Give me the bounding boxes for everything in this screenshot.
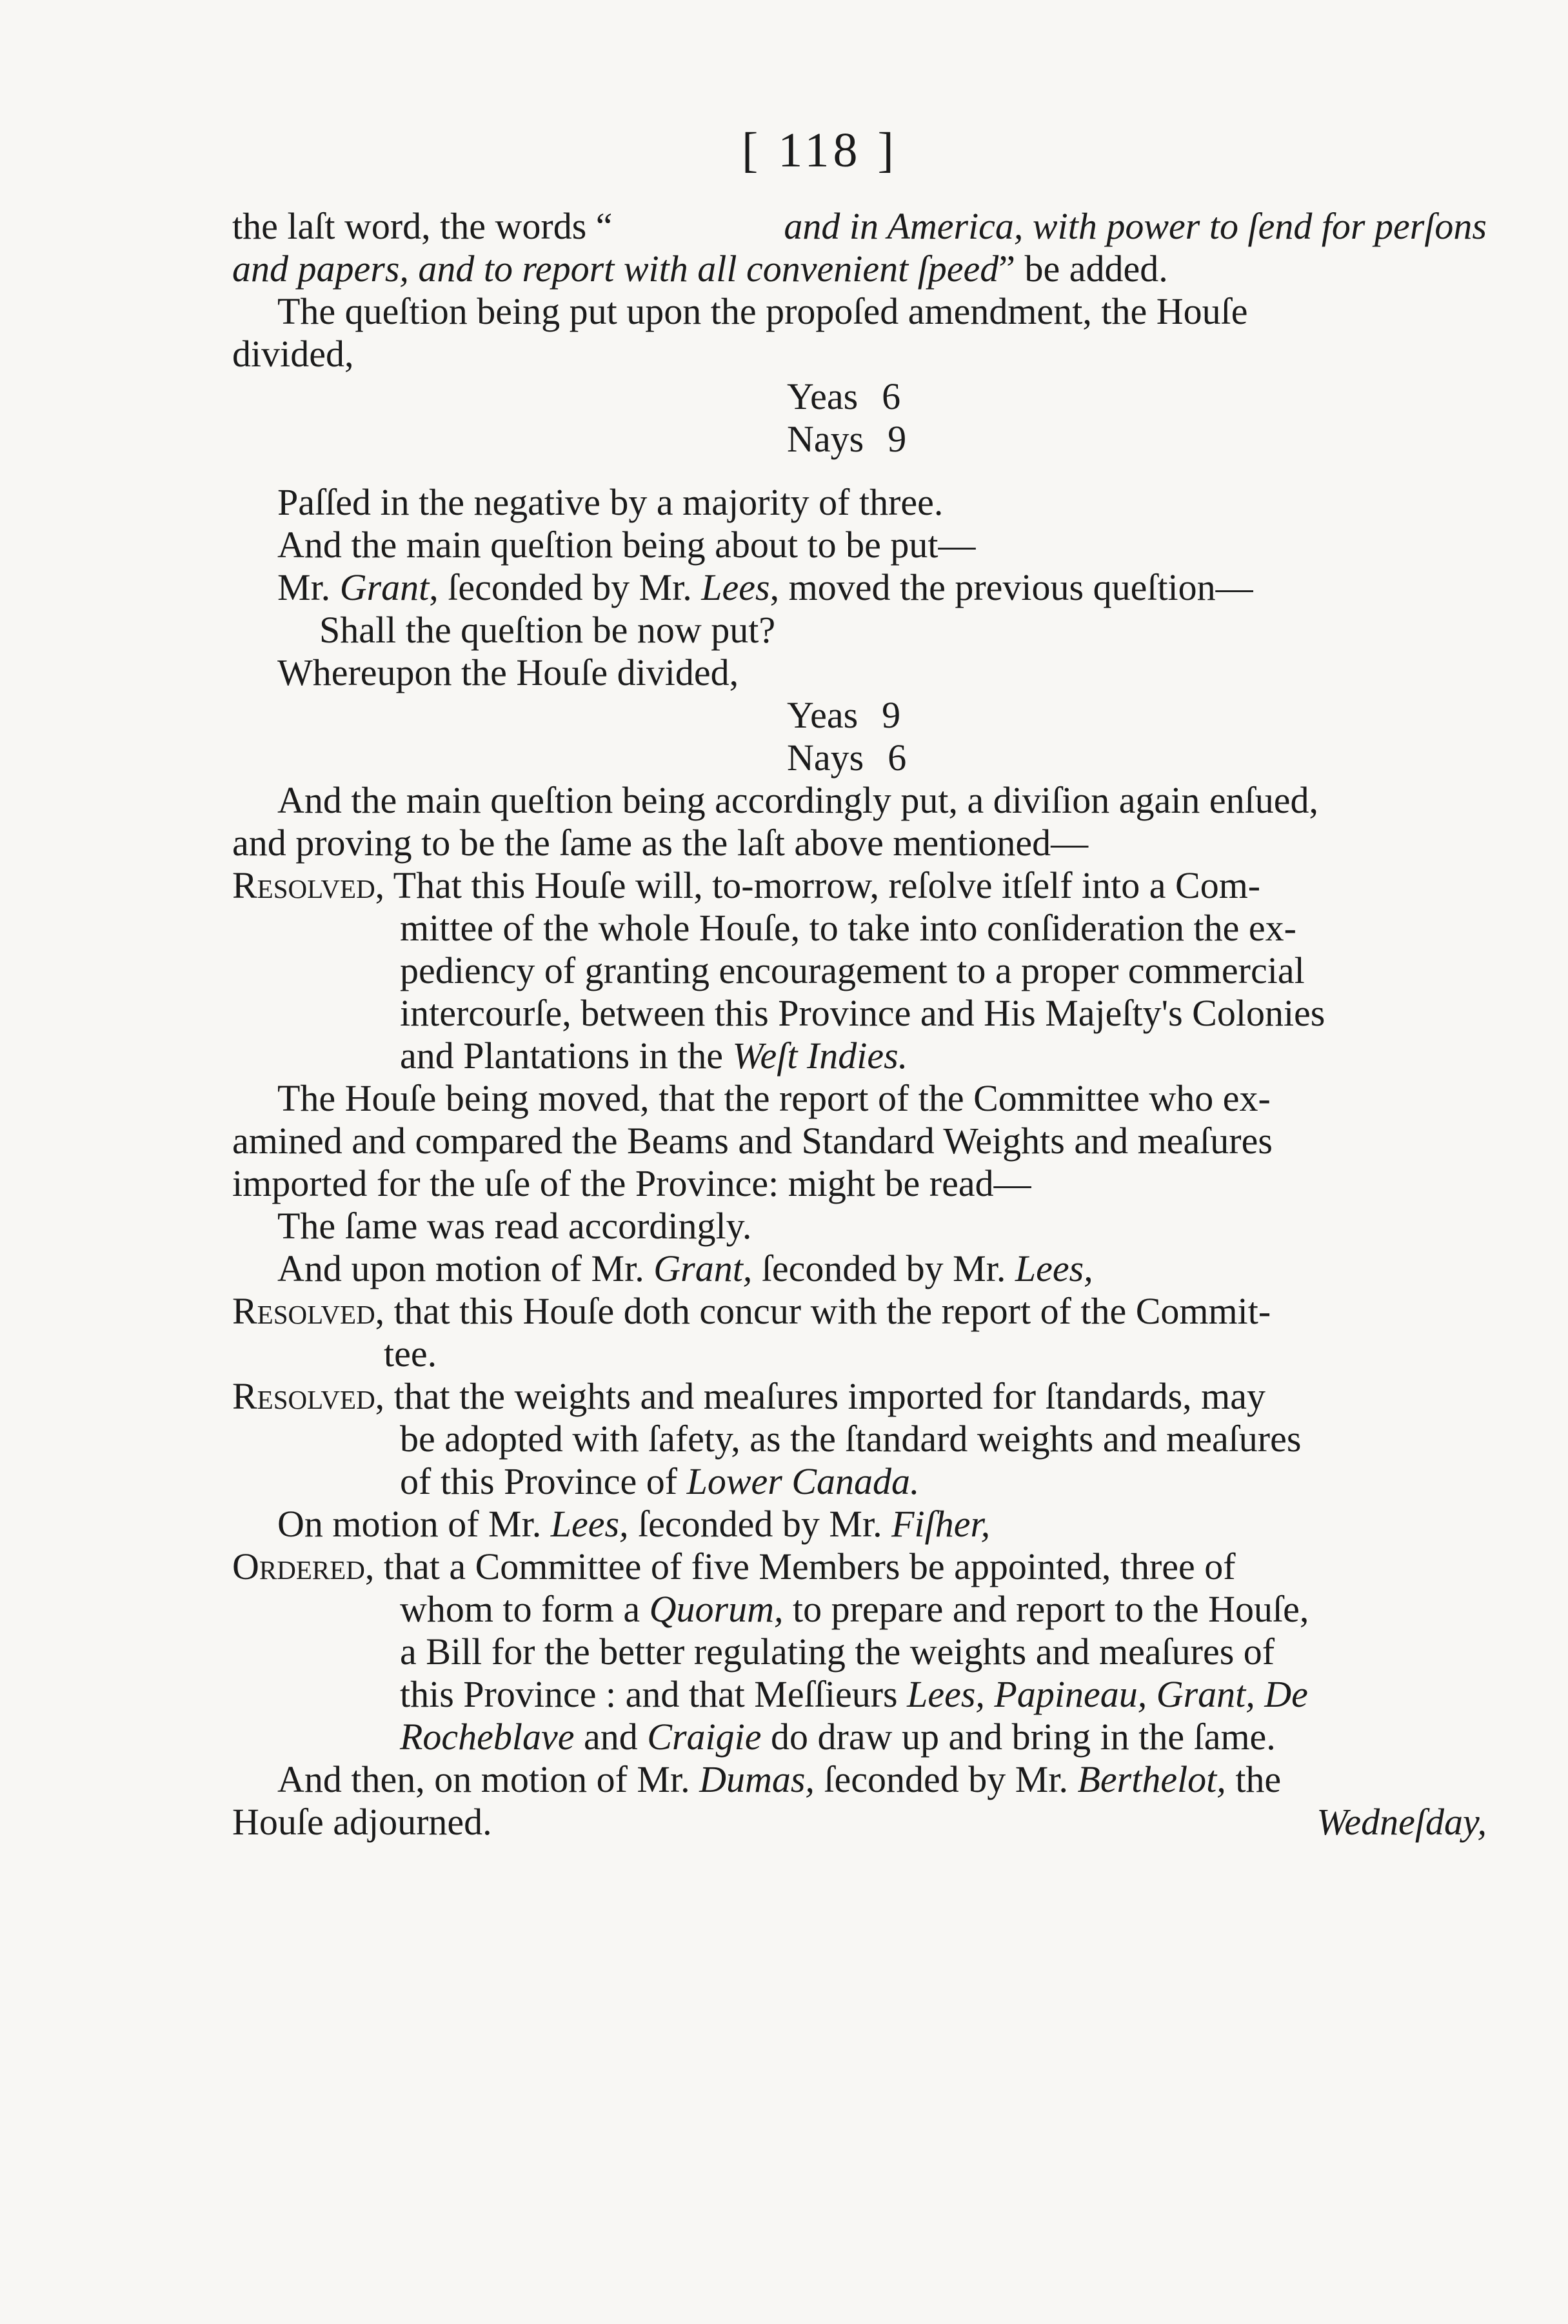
line-segment: that the weights and meaſures imported for ſtandards, may	[384, 1375, 1266, 1417]
text-line: be adopted with ſafety, as the ſtandard weights and meaſures	[400, 1418, 1302, 1460]
text-line	[232, 1673, 1487, 1716]
text-line	[232, 1035, 1487, 1077]
text-line: a Bill for the better regulating the weights and meaſures of	[400, 1631, 1275, 1673]
text-line: and proving to be the ſame as the laſt above mentioned—	[232, 822, 1089, 864]
line-segment: , moved the previous queſtion—	[769, 566, 1253, 608]
line-segment: that a Committee of five Members be appointed, three of	[374, 1545, 1236, 1587]
text-line	[232, 1375, 1487, 1418]
tally-count: 9	[888, 418, 907, 460]
text-line	[232, 1247, 1487, 1290]
line-segment: and Plantations in the	[400, 1035, 733, 1077]
text-line	[232, 1716, 1487, 1758]
text-line	[232, 1460, 1487, 1503]
tally-label: Nays	[787, 418, 864, 460]
line-segment: of this Province of	[400, 1460, 687, 1502]
quoted-amendment: and papers, and to report with all convenient ſpeed	[232, 248, 999, 290]
division-nays	[232, 418, 1487, 461]
text-line	[232, 566, 1487, 609]
member-name: Rocheblave	[400, 1716, 575, 1758]
text-line	[232, 1801, 1487, 1843]
text-line	[232, 1588, 1487, 1631]
text-line: mittee of the whole Houſe, to take into conſideration the ex-	[400, 907, 1296, 949]
member-names: Lees, Papineau, Grant, De	[907, 1673, 1308, 1715]
line-segment: On motion of Mr.	[277, 1503, 551, 1545]
member-name: Berthelot,	[1077, 1758, 1226, 1800]
text-line	[232, 1545, 1487, 1588]
member-name: Lees,	[1015, 1247, 1093, 1289]
line-segment: ſeconded by Mr.	[814, 1758, 1078, 1800]
text-line: And the main queſtion being about to be put—	[277, 524, 976, 566]
line-segment: the laſt word, the words “	[232, 205, 613, 247]
member-name: Dumas,	[699, 1758, 815, 1800]
line-segment: And upon motion of Mr.	[277, 1247, 654, 1289]
text-line	[232, 248, 1487, 290]
member-name: Fiſher,	[891, 1503, 991, 1545]
place-name: Weſt Indies.	[732, 1035, 908, 1077]
resolution-heading: Resolved,	[232, 1375, 385, 1417]
tally-label: Nays	[787, 737, 864, 779]
page-number: [ 118 ]	[742, 123, 898, 177]
text-line: And the main queſtion being accordingly put, a diviſion again enſued,	[277, 779, 1318, 821]
text-line	[232, 1758, 1487, 1801]
text-line	[232, 205, 1487, 248]
line-segment: Houſe adjourned.	[232, 1801, 492, 1843]
line-segment: to prepare and report to the Houſe,	[783, 1588, 1309, 1630]
line-segment: this Province : and that Meſſieurs	[400, 1673, 908, 1715]
division-yeas	[232, 694, 1487, 737]
line-segment: ſeconded by Mr.	[628, 1503, 892, 1545]
line-segment: whom to form a	[400, 1588, 650, 1630]
line-segment: the	[1226, 1758, 1282, 1800]
place-name: Lower Canada.	[686, 1460, 920, 1502]
line-segment: Mr.	[277, 566, 340, 608]
line-segment: and	[574, 1716, 648, 1758]
text-line: imported for the uſe of the Province: might be read—	[232, 1162, 1031, 1204]
text-line: The queſtion being put upon the propoſed amendment, the Houſe	[277, 290, 1248, 332]
text-line	[232, 1290, 1487, 1333]
tally-count: 6	[882, 375, 901, 417]
order-heading: Ordered,	[232, 1545, 375, 1587]
text-line: amined and compared the Beams and Standard Weights and meaſures	[232, 1120, 1273, 1162]
line-segment: that this Houſe doth concur with the report of the Commit-	[384, 1290, 1271, 1332]
tally-count: 9	[882, 694, 901, 736]
text-line: Paſſed in the negative by a majority of three.	[277, 481, 944, 523]
text-line: tee.	[384, 1333, 437, 1375]
text-line: Shall the queſtion be now put?	[319, 609, 776, 651]
text-line: The Houſe being moved, that the report of the Committee who ex-	[277, 1077, 1271, 1119]
text-line	[232, 864, 1487, 907]
text-line: pediency of granting encouragement to a proper commercial	[400, 949, 1305, 991]
member-name: Grant,	[653, 1247, 753, 1289]
resolution-heading: Resolved,	[232, 864, 385, 906]
tally-label: Yeas	[787, 375, 858, 417]
member-name: Lees,	[550, 1503, 629, 1545]
division-yeas	[232, 375, 1487, 418]
catchword: Wedneſday,	[1316, 1801, 1487, 1843]
text-line: Whereupon the Houſe divided,	[277, 651, 739, 693]
tally-label: Yeas	[787, 694, 858, 736]
text-line	[232, 1503, 1487, 1545]
member-name: Craigie	[647, 1716, 762, 1758]
member-name: Lees	[701, 566, 770, 608]
line-segment: ſeconded by Mr.	[752, 1247, 1015, 1289]
line-segment: That this Houſe will, to-morrow, reſolve itſelf into a Com-	[384, 864, 1261, 906]
member-name: Grant	[339, 566, 430, 608]
proceedings-text	[232, 205, 1487, 1843]
text-line: The ſame was read accordingly.	[277, 1205, 752, 1247]
text-line: intercourſe, between this Province and His Majeſty's Colonies	[400, 992, 1325, 1034]
line-segment: do draw up and bring in the ſame.	[761, 1716, 1276, 1758]
quoted-amendment: and in America, with power to ſend for perſons	[784, 205, 1487, 247]
tally-count: 6	[888, 737, 907, 779]
quorum-term: Quorum,	[649, 1588, 784, 1630]
division-nays	[232, 737, 1487, 779]
line-segment: And then, on motion of Mr.	[277, 1758, 700, 1800]
resolution-heading: Resolved,	[232, 1290, 385, 1332]
line-segment: ” be added.	[998, 248, 1168, 290]
text-line: divided,	[232, 333, 354, 375]
line-segment: , ſeconded by Mr.	[429, 566, 702, 608]
